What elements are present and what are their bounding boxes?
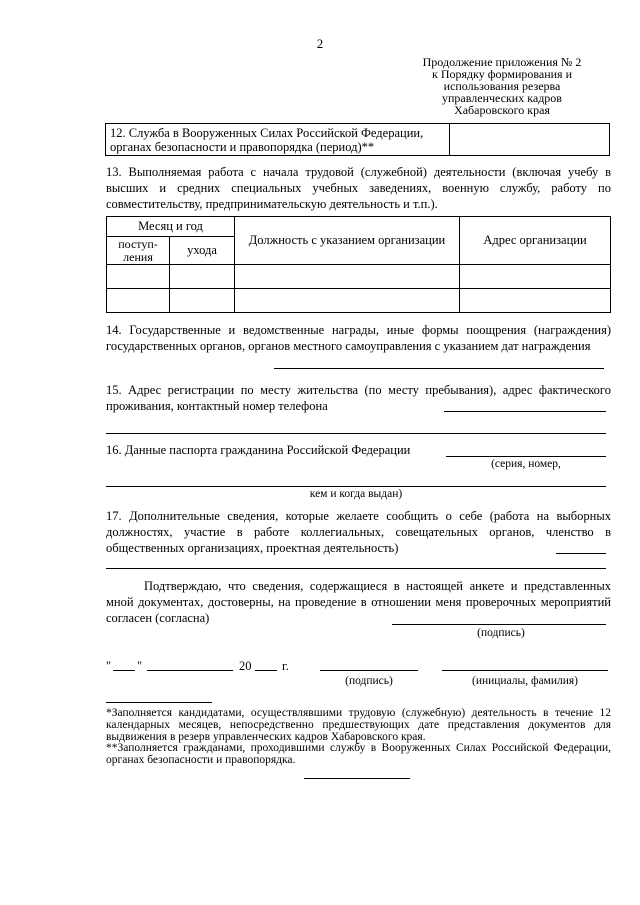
date-quote-close: " xyxy=(137,659,143,673)
date-quote-open: " xyxy=(106,659,112,673)
table-cell[interactable] xyxy=(107,289,170,313)
confirm-signature-line[interactable] xyxy=(392,624,606,625)
end-divider xyxy=(304,778,410,779)
item12-label-line: 12. Служба в Вооруженных Силах Российской Федерации, xyxy=(110,126,424,140)
name-caption: (инициалы, фамилия) xyxy=(471,675,579,687)
item12-value-field[interactable] xyxy=(450,124,609,155)
item12-box xyxy=(105,123,610,156)
item16-fill-line[interactable] xyxy=(446,456,606,457)
table-cell[interactable] xyxy=(235,289,460,313)
item17-fill-line[interactable] xyxy=(556,553,606,554)
work-history-table xyxy=(106,216,611,313)
header-position: Должность с указанием организации xyxy=(235,217,460,265)
date-month-line[interactable] xyxy=(147,670,233,671)
footnote-2: **Заполняется гражданами, проходившими службу в Вооруженных Силах Российской Федерации, органах безопасности и правопорядка. xyxy=(106,742,611,766)
table-cell[interactable] xyxy=(170,265,235,289)
header-exit: ухода xyxy=(170,237,235,265)
item15-fill-line-2[interactable] xyxy=(106,433,606,434)
item17-fill-line-2[interactable] xyxy=(106,568,606,569)
appendix-line: Продолжение приложения № 2 xyxy=(422,55,582,69)
item14-fill-line[interactable] xyxy=(274,368,604,369)
table-row xyxy=(107,265,611,289)
page-number: 2 xyxy=(316,36,324,51)
appendix-line: использования резерва xyxy=(443,79,561,93)
header-entry: поступ-ления xyxy=(107,237,170,265)
confirm-caption: (подпись) xyxy=(477,627,525,639)
header-month-year: Месяц и год xyxy=(107,217,235,237)
table-cell[interactable] xyxy=(235,265,460,289)
date-year-suffix: г. xyxy=(282,659,289,673)
item12-label-line: органах безопасности и правопорядка (период)** xyxy=(110,140,375,154)
date-day-line[interactable] xyxy=(113,670,135,671)
signature-caption: (подпись) xyxy=(345,675,393,687)
item12-label xyxy=(106,124,450,155)
footnote-divider xyxy=(106,702,212,703)
item15-text: 15. Адрес регистрации по месту жительства (по месту пребывания), адрес фактического проживания, контактный номер телефона xyxy=(106,383,611,413)
signature-line[interactable] xyxy=(320,670,418,671)
confirm-text: Подтверждаю, что сведения, содержащиеся в настоящей анкете и представленных мной документах, достоверны, на проведение в отношении меня проверочных мероприятий согласен (согласна) xyxy=(106,579,611,625)
item16-text: 16. Данные паспорта гражданина Российской Федерации xyxy=(106,443,411,457)
table-cell[interactable] xyxy=(460,265,611,289)
appendix-line: к Порядку формирования и xyxy=(431,67,572,81)
table-cell[interactable] xyxy=(107,265,170,289)
header-address: Адрес организации xyxy=(460,217,611,265)
item16-caption2: кем и когда выдан) xyxy=(309,488,403,500)
item16-fill-line-2[interactable] xyxy=(106,486,606,487)
appendix-line: Хабаровского края xyxy=(454,103,550,117)
appendix-header xyxy=(402,56,602,116)
item17-text: 17. Дополнительные сведения, которые желаете сообщить о себе (работа на выборных должностях, участие в работе коллегиальных, совещательных органов, членство в общественных организациях, проектная деятельность) xyxy=(106,509,611,555)
item13-text: 13. Выполняемая работа с начала трудовой (служебной) деятельности (включая учебу в высших и средних специальных учебных заведениях, военную службу, работу по совместительству, предпринимательскую деятельность и т.п.). xyxy=(106,165,611,211)
date-year-line[interactable] xyxy=(255,670,277,671)
item14-text: 14. Государственные и ведомственные награды, иные формы поощрения (награждения) государственных органов, органов местного самоуправления с указанием дат награждения xyxy=(106,323,611,353)
footnote-1: *Заполняется кандидатами, осуществлявшими трудовую (служебную) деятельность в течение 12 календарных месяцев, непосредственно предшествующих дате представления документов для выдвижения в резерв управленческих кадров Хабаровского края. xyxy=(106,707,611,743)
table-cell[interactable] xyxy=(170,289,235,313)
date-year-prefix: 20 xyxy=(239,659,252,673)
appendix-line: управленческих кадров xyxy=(442,91,562,105)
table-row xyxy=(107,289,611,313)
table-cell[interactable] xyxy=(460,289,611,313)
name-line[interactable] xyxy=(442,670,608,671)
item15-fill-line[interactable] xyxy=(444,411,606,412)
item16-caption1: (серия, номер, xyxy=(491,458,561,470)
